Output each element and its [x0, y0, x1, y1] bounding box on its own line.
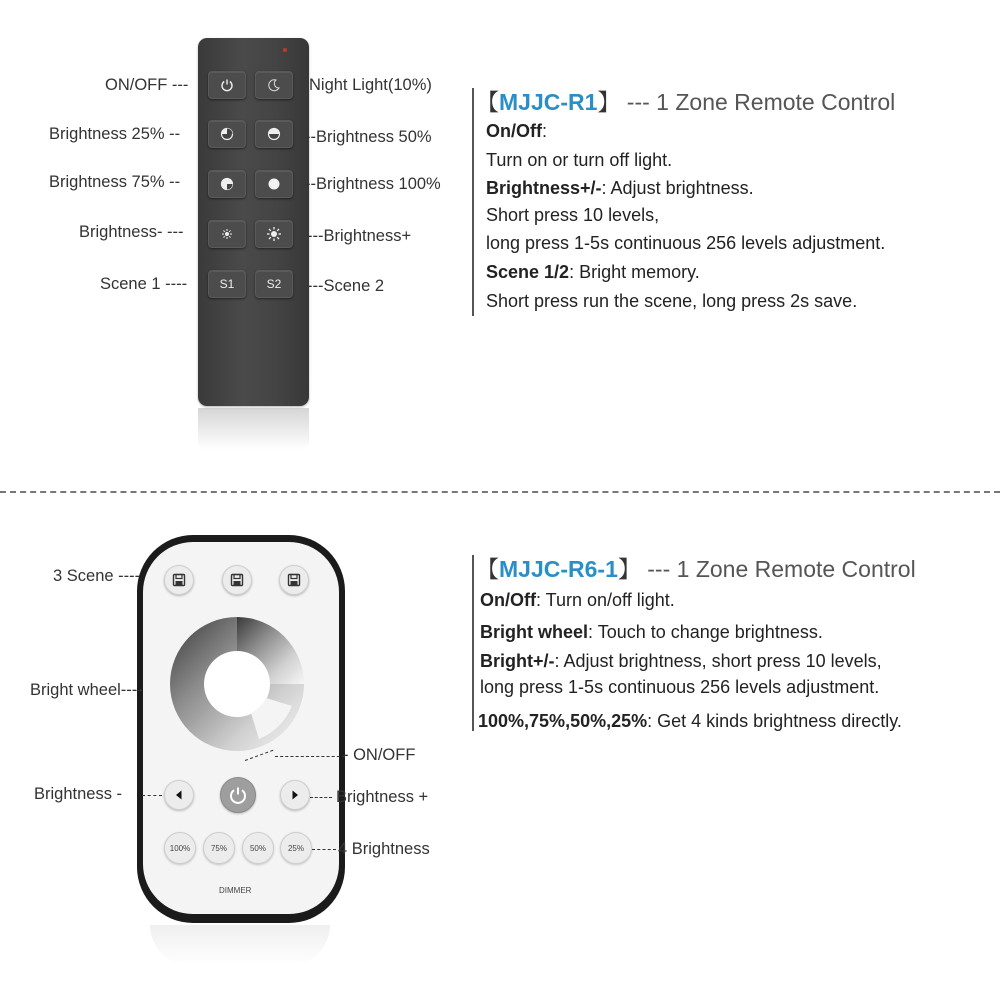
half-circle-icon: [267, 127, 281, 141]
term: Bright+/-: [480, 651, 555, 671]
section1-line-5: long press 1-5s continuous 256 levels adjustment.: [486, 233, 886, 253]
arrow-left-icon: [173, 789, 185, 801]
scene-button-3[interactable]: [279, 565, 309, 595]
bracket-close: 】: [617, 556, 641, 582]
section1-line-1: [486, 121, 547, 142]
text: :: [542, 121, 548, 141]
brightness-50-button[interactable]: 50%: [242, 832, 274, 864]
scene-2-label: S2: [266, 277, 282, 291]
term: 100%,75%,50%,25%: [478, 711, 648, 731]
brightness-plus-button[interactable]: [255, 220, 293, 248]
quarter-circle-icon: [220, 127, 234, 141]
bracket-open: 【: [476, 89, 499, 115]
term: On/Off: [480, 590, 536, 610]
label-night-light: Night Light(10%): [309, 76, 432, 94]
term: Brightness+/-: [486, 178, 602, 198]
indicator-led: [283, 48, 287, 52]
save-icon: [172, 573, 186, 587]
scene-button-2[interactable]: [222, 565, 252, 595]
scene-1-label: S1: [219, 277, 235, 291]
text: : Get 4 kinds brightness directly.: [647, 711, 902, 731]
section2-vertical-bar: [472, 555, 474, 731]
section1-line-6: [486, 262, 700, 283]
label-brightness-minus-2: Brightness -: [34, 785, 123, 803]
brightness-25-button[interactable]: [208, 120, 246, 148]
power-button[interactable]: [208, 71, 246, 99]
section2-line-2: [480, 622, 823, 643]
night-light-button[interactable]: [255, 71, 293, 99]
dimmer-label: DIMMER: [219, 886, 252, 895]
model-name: MJJC-R6-1: [499, 556, 618, 582]
brightness-50-button[interactable]: [255, 120, 293, 148]
brightness-75-button[interactable]: 75%: [203, 832, 235, 864]
onoff-leader-line-h: [275, 756, 345, 757]
remote-r6-reflection: [150, 925, 330, 965]
power-icon: [228, 785, 248, 805]
section1-vertical-bar: [472, 88, 474, 316]
label-brightness-50: --Brightness 50%: [305, 128, 432, 146]
brightness-100-button[interactable]: 100%: [164, 832, 196, 864]
brightness-plus-button[interactable]: [280, 780, 310, 810]
label-on-off: ON/OFF ---: [105, 76, 189, 94]
label-brightness-75: Brightness 75% --: [49, 173, 181, 191]
label-brightness-plus: ---Brightness+: [307, 227, 412, 245]
large-sun-icon: [266, 226, 282, 242]
brightness-minus-button[interactable]: [164, 780, 194, 810]
power-icon: [220, 78, 234, 92]
section2-line-3: [480, 651, 882, 672]
term: Bright wheel: [480, 622, 589, 642]
section1-line-3: [486, 178, 754, 199]
section2-line-5: [478, 711, 902, 732]
label-brightness-minus: Brightness- ---: [79, 223, 184, 241]
brightness-minus-button[interactable]: [208, 220, 246, 248]
arrow-right-icon: [289, 789, 301, 801]
section2-line-1: [480, 590, 675, 611]
save-icon: [287, 573, 301, 587]
text: : Turn on/off light.: [536, 590, 675, 610]
full-circle-icon: [267, 177, 281, 191]
bracket-open: 【: [476, 556, 499, 582]
bracket-close: 】: [597, 89, 621, 115]
section2-line-4: long press 1-5s continuous 256 levels adjustment.: [480, 677, 880, 697]
section2-title: [476, 551, 916, 584]
section2-subtitle: --- 1 Zone Remote Control: [640, 556, 916, 582]
label-on-off-2: - ON/OFF: [343, 746, 416, 764]
small-sun-icon: [220, 227, 234, 241]
label-4-brightness: 4 Brightness: [338, 840, 430, 858]
section-divider: [0, 491, 1000, 493]
text: : Adjust brightness, short press 10 levels,: [554, 651, 882, 671]
section1-line-7: Short press run the scene, long press 2s save.: [486, 291, 858, 311]
label-scene-2: ---Scene 2: [307, 277, 385, 295]
scene-2-button[interactable]: [255, 270, 293, 298]
power-button[interactable]: [220, 777, 256, 813]
section1-subtitle: --- 1 Zone Remote Control: [620, 89, 896, 115]
term: Scene 1/2: [486, 262, 570, 282]
moon-icon: [267, 78, 281, 92]
bplus-leader: [310, 797, 332, 798]
remote-r1-reflection: [198, 408, 309, 450]
label-bright-wheel: Bright wheel----: [30, 681, 143, 699]
label-brightness-25: Brightness 25% --: [49, 125, 181, 143]
three-quarter-circle-icon: [220, 177, 234, 191]
section1-line-4: Short press 10 levels,: [486, 205, 660, 225]
text: : Bright memory.: [569, 262, 700, 282]
section1-line-2: Turn on or turn off light.: [486, 150, 673, 170]
brightness-75-button[interactable]: [208, 170, 246, 198]
bminus-leader: [142, 795, 162, 796]
four-brightness-leader: [312, 849, 336, 850]
label-brightness-plus-2: Brightness +: [336, 788, 429, 806]
term: On/Off: [486, 121, 542, 141]
label-brightness-100: --Brightness 100%: [305, 175, 441, 193]
section1-title: [476, 84, 895, 117]
text: : Touch to change brightness.: [588, 622, 823, 642]
scene-1-button[interactable]: [208, 270, 246, 298]
brightness-25-button[interactable]: 25%: [280, 832, 312, 864]
brightness-wheel[interactable]: [167, 614, 307, 754]
label-3-scene: 3 Scene ----: [53, 567, 141, 585]
brightness-100-button[interactable]: [255, 170, 293, 198]
scene-button-1[interactable]: [164, 565, 194, 595]
save-icon: [230, 573, 244, 587]
label-scene-1: Scene 1 ----: [100, 275, 188, 293]
model-name: MJJC-R1: [499, 89, 598, 115]
text: : Adjust brightness.: [601, 178, 754, 198]
